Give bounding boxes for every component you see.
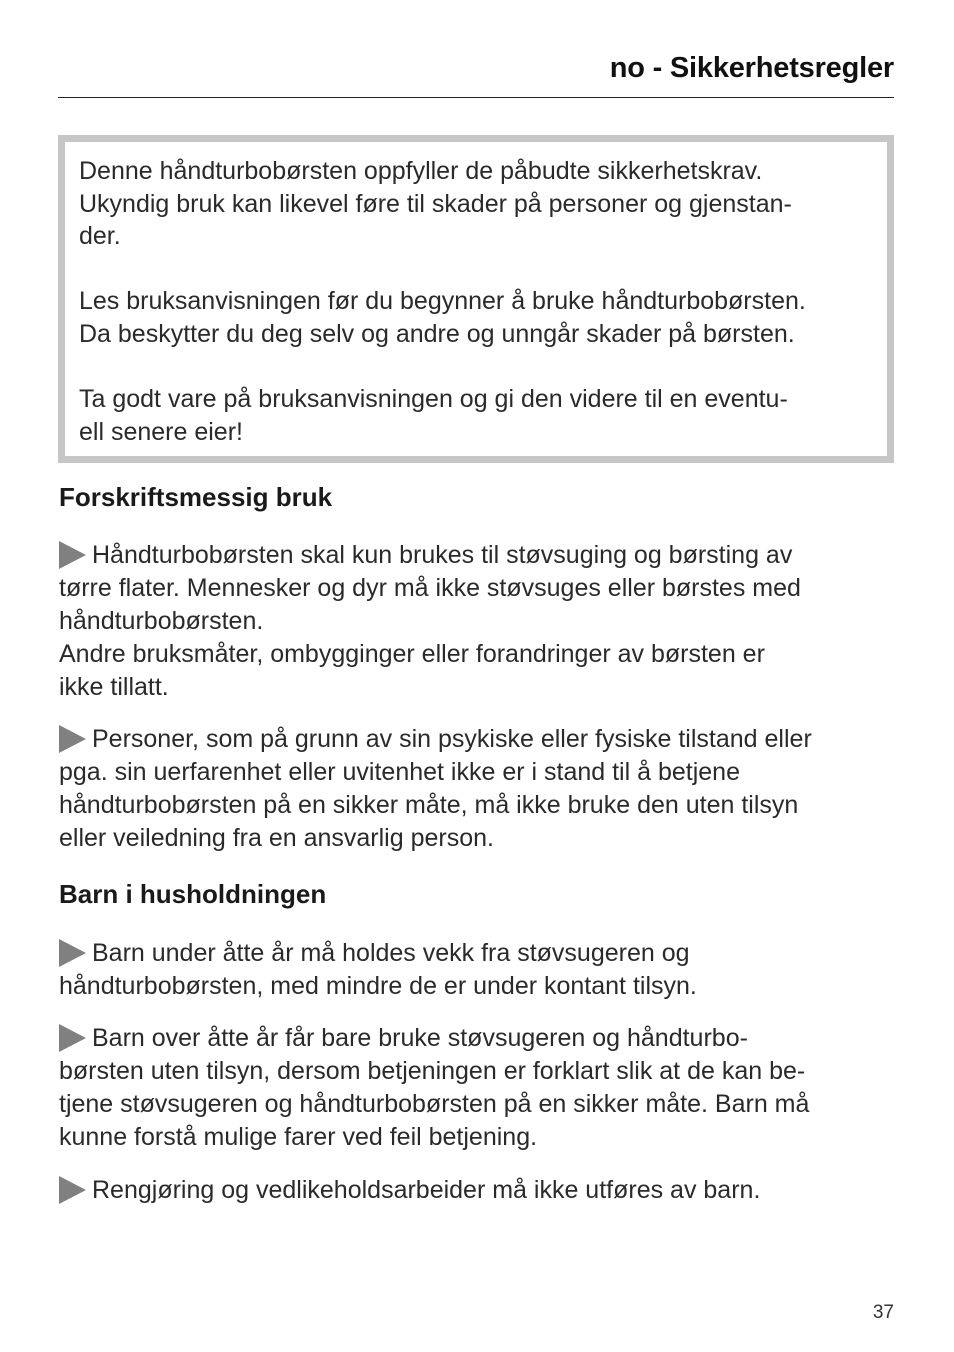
bullet-arrow-icon bbox=[59, 725, 86, 753]
section-heading-children: Barn i husholdningen bbox=[59, 879, 327, 909]
bullet-arrow-icon bbox=[59, 541, 86, 569]
safety-item bbox=[59, 937, 899, 1003]
bullet-arrow-icon bbox=[59, 1024, 86, 1052]
safety-item-text: Barn under åtte år må holdes vekk fra støvsugeren og håndturbobørsten, med mindre de er under kontant tilsyn. bbox=[59, 939, 697, 1000]
header-divider bbox=[58, 97, 894, 98]
safety-item bbox=[59, 539, 899, 704]
safety-item-text: Personer, som på grunn av sin psykiske eller fysiske tilstand eller pga. sin uerfarenhet eller uvitenhet ikke er i stand til å betjene håndturbobørsten på en sikker måte, må ikke bruke den uten tilsyn eller veiledning fra en ansvarlig person. bbox=[59, 725, 812, 852]
notice-paragraph-1: Denne håndturbobørsten oppfyller de påbudte sikkerhetskrav. Ukyndig bruk kan likevel føre til skader på personer og gjenstan- der. bbox=[79, 157, 792, 250]
safety-item bbox=[59, 723, 899, 855]
header-title: no - Sikkerhetsregler bbox=[609, 52, 894, 84]
notice-paragraph-3: Ta godt vare på bruksanvisningen og gi den videre til en eventu- ell senere eier! bbox=[79, 385, 788, 446]
page-number: 37 bbox=[872, 1302, 894, 1323]
bullet-arrow-icon bbox=[59, 1176, 86, 1204]
section-heading-intended-use: Forskriftsmessig bruk bbox=[59, 482, 333, 512]
safety-item bbox=[59, 1174, 899, 1207]
notice-paragraph-2: Les bruksanvisningen før du begynner å bruke håndturbobørsten. Da beskytter du deg selv og andre og unngår skader på børsten. bbox=[79, 287, 806, 348]
safety-item-text: Håndturbobørsten skal kun brukes til støvsuging og børsting av tørre flater. Mennesker og dyr må ikke støvsuges eller børstes med håndturbobørsten. Andre bruksmåter, ombygginger eller forandringer av børsten er ikke tillatt. bbox=[59, 541, 801, 701]
bullet-arrow-icon bbox=[59, 939, 86, 967]
safety-notice-box bbox=[58, 135, 894, 463]
safety-item-text: Barn over åtte år får bare bruke støvsugeren og håndturbo- børsten uten tilsyn, dersom betjeningen er forklart slik at de kan be- tjene støvsugeren og håndturbobørsten på en sikker måte. Barn må kunne forstå mulige farer ved feil betjening. bbox=[59, 1024, 810, 1151]
safety-item bbox=[59, 1022, 899, 1154]
safety-item-text: Rengjøring og vedlikeholdsarbeider må ikke utføres av barn. bbox=[92, 1176, 761, 1204]
